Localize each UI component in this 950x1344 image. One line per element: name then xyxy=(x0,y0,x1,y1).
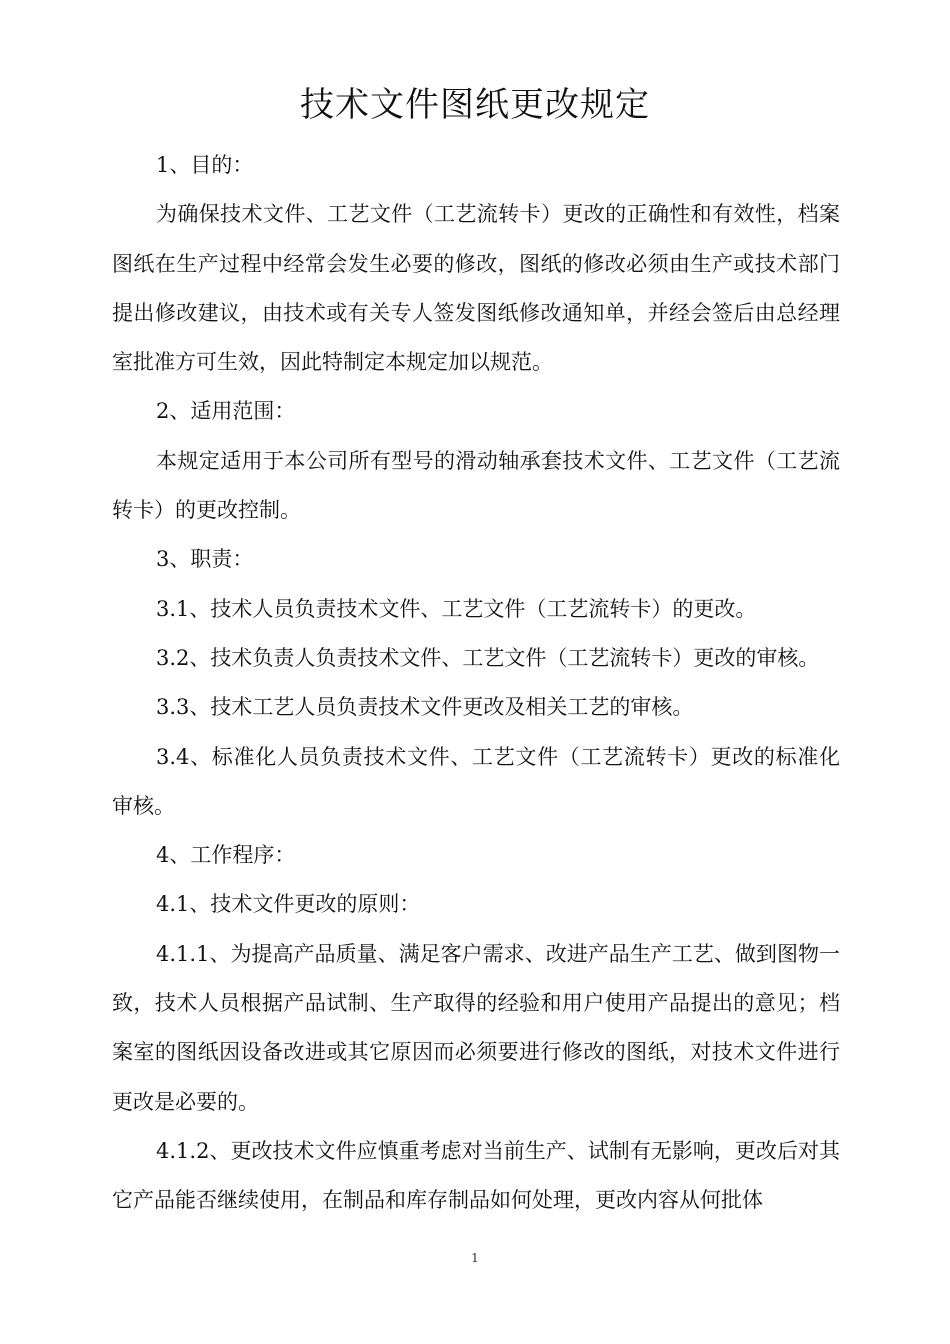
paragraph-4-1-1: 4.1.1、为提高产品质量、满足客户需求、改进产品生产工艺、做到图物一致，技术人员根据产品试制、生产取得的经验和用户使用产品提出的意见；档案室的图纸因设备改进或其它原因而必须要进行修改的图纸，对技术文件进行更改是必要的。 xyxy=(112,941,840,1114)
document-title: 技术文件图纸更改规定 xyxy=(300,85,650,125)
section-heading-responsibilities: 3、职责： xyxy=(156,547,254,572)
paragraph-3-1: 3.1、技术人员负责技术文件、工艺文件（工艺流转卡）的更改。 xyxy=(156,596,757,621)
document-body xyxy=(112,141,840,1226)
section-heading-purpose: 1、目的： xyxy=(156,153,254,177)
section-heading-scope: 2、适用范围： xyxy=(156,399,296,424)
paragraph-3-4: 3.4、标准化人员负责技术文件、工艺文件（工艺流转卡）更改的标准化审核。 xyxy=(112,744,840,818)
paragraph-3-3: 3.3、技术工艺人员负责技术文件更改及相关工艺的审核。 xyxy=(156,695,694,720)
paragraph-4-1-2: 4.1.2、更改技术文件应慎重考虑对当前生产、试制有无影响，更改后对其它产品能否继续使用，在制品和库存制品如何处理，更改内容从何批体 xyxy=(112,1138,840,1213)
paragraph-scope: 本规定适用于本公司所有型号的滑动轴承套技术文件、工艺文件（工艺流转卡）的更改控制。 xyxy=(112,448,840,523)
paragraph-3-2: 3.2、技术负责人负责技术文件、工艺文件（工艺流转卡）更改的审核。 xyxy=(156,645,820,670)
section-heading-procedure: 4、工作程序： xyxy=(156,843,296,868)
page-number: 1 xyxy=(471,1251,479,1265)
paragraph-4-1: 4.1、技术文件更改的原则： xyxy=(156,892,421,917)
paragraph-purpose: 为确保技术文件、工艺文件（工艺流转卡）更改的正确性和有效性，档案图纸在生产过程中经常会发生必要的修改，图纸的修改必须由生产或技术部门提出修改建议，由技术或有关专人签发图纸修改通知单，并经会签后由总经理室批准方可生效，因此特制定本规定加以规范。 xyxy=(112,202,840,375)
